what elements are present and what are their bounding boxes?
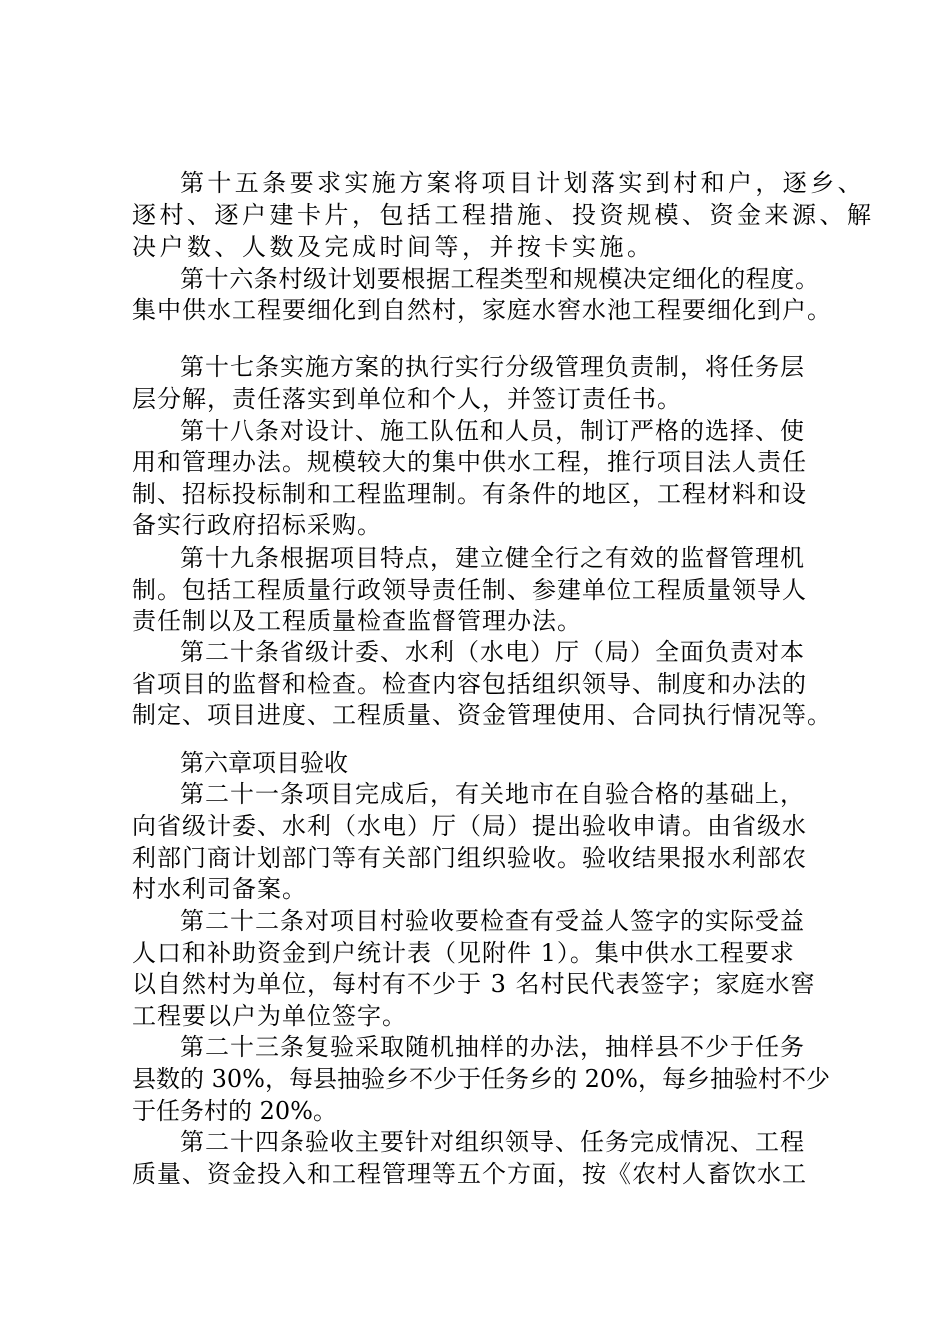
text-line: 村水利司备案。 bbox=[132, 875, 307, 903]
text-line: 第十七条实施方案的执行实行分级管理负责制，将任务层 bbox=[180, 353, 805, 381]
text-line: 层分解，责任落实到单位和个人，并签订责任书。 bbox=[132, 385, 682, 413]
text-line: 第二十四条验收主要针对组织领导、任务完成情况、工程 bbox=[180, 1128, 805, 1156]
text-line: 制定、项目进度、工程质量、资金管理使用、合同执行情况等。 bbox=[132, 701, 832, 729]
text-line: 制、招标投标制和工程监理制。有条件的地区，工程材料和设 bbox=[132, 480, 807, 508]
text-line: 人口和补助资金到户统计表（见附件 1）。集中供水工程要求 bbox=[132, 939, 795, 967]
text-line: 集中供水工程要细化到自然村，家庭水窖水池工程要细化到户。 bbox=[132, 296, 832, 324]
text-line: 逐村、逐户建卡片，包括工程措施、投资规模、资金来源、解 bbox=[132, 201, 875, 229]
text-line: 工程要以户为单位签字。 bbox=[132, 1002, 407, 1030]
text-line: 第十九条根据项目特点，建立健全行之有效的监督管理机 bbox=[180, 544, 805, 572]
text-line: 于任务村的 20%。 bbox=[132, 1097, 337, 1125]
text-line: 利部门商计划部门等有关部门组织验收。验收结果报水利部农 bbox=[132, 844, 807, 872]
text-line: 第二十二条对项目村验收要检查有受益人签字的实际受益 bbox=[180, 907, 805, 935]
text-line: 第六章项目验收 bbox=[180, 749, 348, 777]
text-line: 以自然村为单位，每村有不少于 3 名村民代表签字；家庭水窖 bbox=[132, 970, 816, 998]
text-line: 决户数、人数及完成时间等，并按卡实施。 bbox=[132, 233, 655, 261]
text-line: 省项目的监督和检查。检查内容包括组织领导、制度和办法的 bbox=[132, 670, 807, 698]
text-line: 用和管理办法。规模较大的集中供水工程，推行项目法人责任 bbox=[132, 448, 807, 476]
text-line: 第二十条省级计委、水利（水电）厅（局）全面负责对本 bbox=[180, 638, 805, 666]
text-line: 县数的 30%，每县抽验乡不少于任务乡的 20%，每乡抽验村不少 bbox=[132, 1065, 830, 1093]
text-line: 第十五条要求实施方案将项目计划落实到村和户，逐乡、 bbox=[180, 169, 865, 197]
text-line: 第二十三条复验采取随机抽样的办法，抽样县不少于任务 bbox=[180, 1033, 805, 1061]
text-line: 制。包括工程质量行政领导责任制、参建单位工程质量领导人 bbox=[132, 576, 807, 604]
text-line: 质量、资金投入和工程管理等五个方面，按《农村人畜饮水工 bbox=[132, 1160, 807, 1188]
text-line: 向省级计委、水利（水电）厅（局）提出验收申请。由省级水 bbox=[132, 812, 807, 840]
text-line: 第十六条村级计划要根据工程类型和规模决定细化的程度。 bbox=[180, 265, 820, 293]
text-line: 第十八条对设计、施工队伍和人员，制订严格的选择、使 bbox=[180, 417, 805, 445]
text-line: 备实行政府招标采购。 bbox=[132, 511, 382, 539]
text-line: 责任制以及工程质量检查监督管理办法。 bbox=[132, 607, 582, 635]
text-line: 第二十一条项目完成后，有关地市在自验合格的基础上， bbox=[180, 780, 805, 808]
